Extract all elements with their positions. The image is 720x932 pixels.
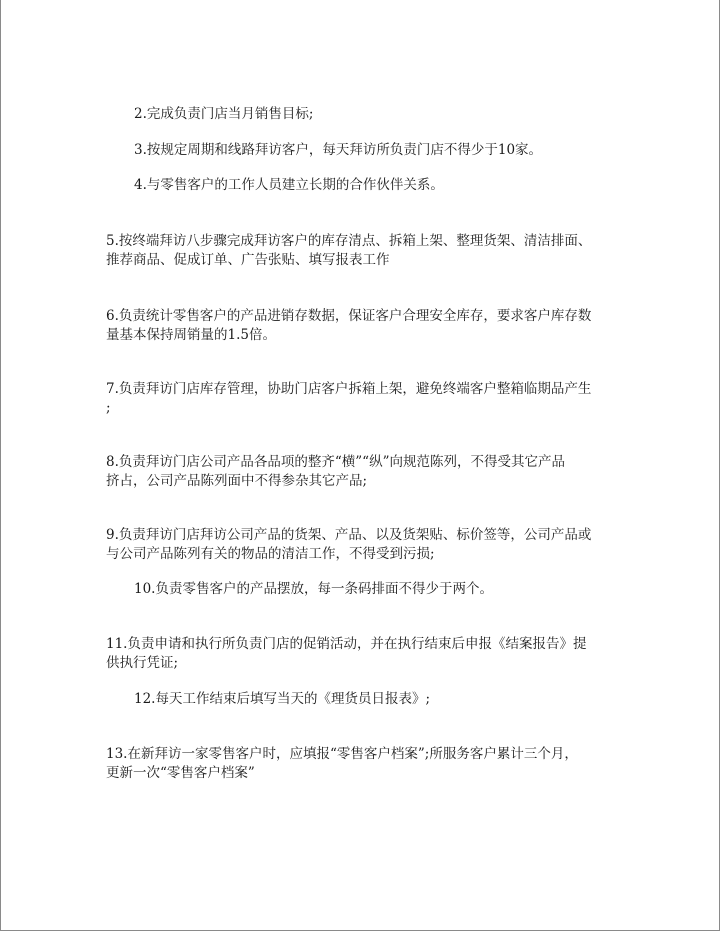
item-11-line-1: 11.负责申请和执行所负责门店的促销活动，并在执行结束后申报《结案报告》提 xyxy=(106,636,587,652)
item-7-line-1: 7.负责拜访门店库存管理，协助门店客户拆箱上架，避免终端客户整箱临期品产生 xyxy=(106,381,592,397)
item-9-line-1: 9.负责拜访门店拜访公司产品的货架、产品、以及货架贴、标价签等，公司产品或 xyxy=(106,527,592,543)
item-13-line-1: 13.在新拜访一家零售客户时，应填报“零售客户档案”;所服务客户累计三个月， xyxy=(106,746,578,762)
item-6-line-2: 量基本保持周销量的1.5倍。 xyxy=(106,327,276,343)
item-6-line-1: 6.负责统计零售客户的产品进销存数据，保证客户合理安全库存，要求客户库存数 xyxy=(106,308,592,324)
item-2-line-1: 2.完成负责门店当月销售目标; xyxy=(134,106,314,122)
item-13-line-2: 更新一次“零售客户档案” xyxy=(106,765,255,781)
item-8-line-2: 挤占，公司产品陈列面中不得参杂其它产品; xyxy=(106,473,368,489)
item-10-line-1: 10.负责零售客户的产品摆放，每一条码排面不得少于两个。 xyxy=(134,581,493,597)
item-7-line-2: ; xyxy=(106,400,111,416)
item-4-line-1: 4.与零售客户的工作人员建立长期的合作伙伴关系。 xyxy=(134,177,444,193)
item-5-line-2: 推荐商品、促成订单、广告张贴、填写报表工作 xyxy=(106,252,390,268)
item-3-line-1: 3.按规定周期和线路拜访客户，每天拜访所负责门店不得少于10家。 xyxy=(134,142,543,158)
item-12-line-1: 12.每天工作结束后填写当天的《理货员日报表》; xyxy=(134,691,431,707)
item-9-line-2: 与公司产品陈列有关的物品的清洁工作，不得受到污损; xyxy=(106,546,435,562)
item-8-line-1: 8.负责拜访门店公司产品各品项的整齐“横”“纵”向规范陈列，不得受其它产品 xyxy=(106,454,565,470)
item-5-line-1: 5.按终端拜访八步骤完成拜访客户的库存清点、拆箱上架、整理货架、清洁排面、 xyxy=(106,233,592,249)
item-11-line-2: 供执行凭证; xyxy=(106,655,179,671)
